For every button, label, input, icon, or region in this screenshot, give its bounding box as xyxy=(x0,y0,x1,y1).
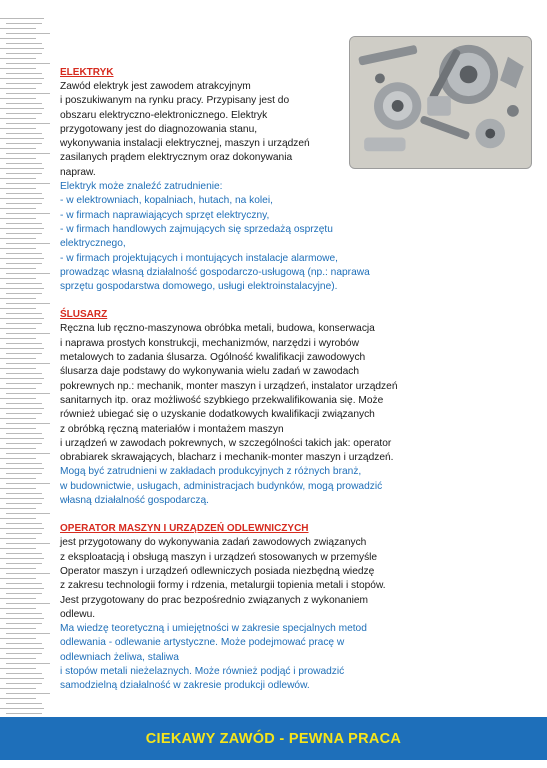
body-line: obszaru elektryczno-elektronicznego. Elektryk xyxy=(60,109,268,121)
decorative-line xyxy=(0,58,36,59)
main-content xyxy=(60,66,540,708)
body-line: zasilanych prądem elektrycznym oraz dokonywania xyxy=(60,152,293,164)
blue-line: prowadząc własną działalność gospodarczo-usługową (np.: naprawa xyxy=(60,266,370,278)
decorative-line xyxy=(0,648,44,649)
body-line: i urządzeń w zawodach pokrewnych, w szczególności takich jak: operator xyxy=(60,437,392,449)
decorative-line xyxy=(0,168,44,169)
decorative-line xyxy=(0,248,36,249)
decorative-line xyxy=(6,403,42,404)
body-line: napraw. xyxy=(60,166,96,178)
decorative-line xyxy=(6,603,50,604)
decorative-line xyxy=(0,68,36,69)
decorative-line xyxy=(6,203,42,204)
decorative-line xyxy=(6,173,42,174)
decorative-line xyxy=(0,558,44,559)
blue-line: samodzielną działalność w zakresie produkcji odlewów. xyxy=(60,680,310,692)
decorative-line xyxy=(0,278,36,279)
left-decorative-lines xyxy=(0,18,48,718)
decorative-line xyxy=(6,163,42,164)
body-line: Ręczna lub ręczno-maszynowa obróbka metali, budowa, konserwacja xyxy=(60,323,375,335)
decorative-line xyxy=(6,43,42,44)
decorative-line xyxy=(0,268,36,269)
decorative-line xyxy=(0,628,36,629)
decorative-line xyxy=(0,358,36,359)
decorative-line xyxy=(0,38,36,39)
decorative-line xyxy=(0,498,44,499)
decorative-line xyxy=(0,698,36,699)
decorative-line xyxy=(0,668,36,669)
footer-slogan: CIEKAWY ZAWÓD - PEWNA PRACA xyxy=(145,730,402,747)
decorative-line xyxy=(0,78,44,79)
decorative-line xyxy=(6,83,42,84)
decorative-line xyxy=(6,683,42,684)
decorative-line xyxy=(0,678,44,679)
body-line: i poszukiwanym na rynku pracy. Przypisany jest do xyxy=(60,95,290,107)
blue-line: - w firmach handlowych zajmujących się sprzedażą osprzętu xyxy=(60,223,333,235)
decorative-line xyxy=(0,458,36,459)
body-line: pokrewnych np.: mechanik, monter maszyn i urządzeń, instalator urządzeń xyxy=(60,380,398,392)
decorative-line xyxy=(6,473,42,474)
decorative-line xyxy=(6,213,50,214)
decorative-line xyxy=(6,63,50,64)
decorative-line xyxy=(6,323,42,324)
body-line: odlewu. xyxy=(60,608,96,620)
decorative-line xyxy=(0,488,36,489)
body-line: jest przygotowany do wykonywania zadań zawodowych związanych xyxy=(60,537,367,549)
body-line: z obróbką ręczną materiałów i montażem maszyn xyxy=(60,423,284,435)
decorative-line xyxy=(6,493,42,494)
decorative-line xyxy=(0,318,44,319)
decorative-line xyxy=(0,528,44,529)
body-line: Operator maszyn i urządzeń odlewniczych posiada niezbędną wiedzę xyxy=(60,565,375,577)
decorative-line xyxy=(0,218,36,219)
decorative-line xyxy=(6,663,50,664)
decorative-line xyxy=(6,533,42,534)
decorative-line xyxy=(6,553,42,554)
decorative-line xyxy=(6,583,42,584)
body-line: sanitarnych itp. oraz możliwość szybkiego przekwalifikowania się. Może xyxy=(60,394,384,406)
blue-line: - w firmach naprawiających sprzęt elektryczny, xyxy=(60,209,270,221)
decorative-line xyxy=(0,178,36,179)
decorative-line xyxy=(6,153,50,154)
body-line: Jest przygotowany do prac bezpośrednio związanych z wykonaniem xyxy=(60,594,369,606)
decorative-line xyxy=(0,448,36,449)
decorative-line xyxy=(6,463,42,464)
body-line: przygotowany jest do diagnozowania stanu, xyxy=(60,123,258,135)
decorative-line xyxy=(6,363,50,364)
decorative-line xyxy=(6,253,42,254)
decorative-line xyxy=(0,468,44,469)
decorative-line xyxy=(0,388,36,389)
decorative-line xyxy=(6,633,50,634)
decorative-line xyxy=(6,623,42,624)
decorative-line xyxy=(0,518,36,519)
decorative-line xyxy=(6,133,42,134)
decorative-line xyxy=(6,93,50,94)
blue-line: elektrycznego, xyxy=(60,238,126,250)
decorative-line xyxy=(6,283,42,284)
decorative-line xyxy=(0,48,44,49)
decorative-line xyxy=(6,243,50,244)
blue-line: Mogą być zatrudnieni w zakładach produkcyjnych z różnych branż, xyxy=(60,466,362,478)
decorative-line xyxy=(0,598,36,599)
blue-line: - w elektrowniach, kopalniach, hutach, na kolei, xyxy=(60,195,273,207)
body-line: ślusarza daje podstawy do wykonywania wielu zadań w zawodach xyxy=(60,366,359,378)
section-operator xyxy=(60,522,540,693)
decorative-line xyxy=(6,23,42,24)
decorative-line xyxy=(6,713,42,714)
decorative-line xyxy=(6,643,42,644)
decorative-line xyxy=(0,568,36,569)
decorative-line xyxy=(0,588,44,589)
decorative-line xyxy=(0,658,36,659)
decorative-line xyxy=(6,563,42,564)
decorative-line xyxy=(0,548,36,549)
decorative-line xyxy=(0,338,36,339)
blue-line: i stopów metali nieżelaznych. Może również podjąć i prowadzić xyxy=(60,665,345,677)
blue-line: odlewania - odlewanie artystyczne. Może podejmować pracę w xyxy=(60,637,345,649)
decorative-line xyxy=(6,593,42,594)
decorative-line xyxy=(0,478,36,479)
section-heading: ELEKTRYK xyxy=(60,67,114,78)
decorative-line xyxy=(6,573,50,574)
decorative-line xyxy=(6,433,42,434)
body-line: obrabiarek skrawających, blacharz i mechanik-monter maszyn i urządzeń. xyxy=(60,452,394,464)
decorative-line xyxy=(0,88,36,89)
decorative-line xyxy=(0,158,36,159)
decorative-line xyxy=(6,103,42,104)
footer-banner xyxy=(0,717,547,760)
decorative-line xyxy=(6,503,42,504)
decorative-line xyxy=(6,223,42,224)
decorative-line xyxy=(6,143,42,144)
decorative-line xyxy=(6,313,42,314)
decorative-line xyxy=(0,198,44,199)
decorative-line xyxy=(6,113,42,114)
decorative-line xyxy=(0,108,44,109)
decorative-line xyxy=(6,513,50,514)
decorative-line xyxy=(0,508,36,509)
decorative-line xyxy=(0,28,36,29)
decorative-line xyxy=(0,688,36,689)
decorative-line xyxy=(0,228,44,229)
decorative-line xyxy=(6,183,50,184)
decorative-line xyxy=(6,303,50,304)
decorative-line xyxy=(6,483,50,484)
decorative-line xyxy=(0,118,36,119)
decorative-line xyxy=(6,393,50,394)
decorative-line xyxy=(6,443,42,444)
section-slusarz xyxy=(60,308,540,508)
decorative-line xyxy=(0,368,36,369)
decorative-line xyxy=(6,193,42,194)
body-line: wykonywania instalacji elektrycznej, maszyn i urządzeń xyxy=(60,138,310,150)
decorative-line xyxy=(0,398,36,399)
decorative-line xyxy=(6,543,50,544)
decorative-line xyxy=(0,708,44,709)
section-heading: ŚLUSARZ xyxy=(60,309,108,321)
decorative-line xyxy=(6,703,42,704)
section-heading: OPERATOR MASZYN I URZĄDZEŃ ODLEWNICZYCH xyxy=(60,523,309,535)
decorative-line xyxy=(6,613,42,614)
decorative-line xyxy=(0,418,36,419)
blue-line: własną działalność gospodarczą. xyxy=(60,495,209,507)
decorative-line xyxy=(0,258,44,259)
section-elektryk xyxy=(60,66,540,294)
decorative-line xyxy=(6,373,42,374)
decorative-line xyxy=(6,263,42,264)
decorative-line xyxy=(0,578,36,579)
blue-line: sprzętu gospodarstwa domowego, usługi elektroinstalacyjne). xyxy=(60,281,338,293)
decorative-line xyxy=(0,18,44,19)
decorative-line xyxy=(0,618,44,619)
decorative-line xyxy=(0,188,36,189)
decorative-line xyxy=(0,98,36,99)
decorative-line xyxy=(0,538,36,539)
decorative-line xyxy=(0,438,44,439)
body-line: z eksploatacją i obsługą maszyn i urządzeń stosowanych w przemyśle xyxy=(60,551,378,563)
body-line: i naprawa prostych konstrukcji, mechanizmów, narzędzi i wyrobów xyxy=(60,337,359,349)
decorative-line xyxy=(0,138,44,139)
decorative-line xyxy=(6,353,42,354)
decorative-line xyxy=(6,273,50,274)
decorative-line xyxy=(6,233,42,234)
decorative-line xyxy=(6,293,42,294)
blue-line: Ma wiedzę teoretyczną i umiejętności w zakresie specjalnych metod xyxy=(60,623,367,635)
decorative-line xyxy=(0,288,44,289)
decorative-line xyxy=(0,148,36,149)
decorative-line xyxy=(0,408,44,409)
decorative-line xyxy=(6,333,50,334)
blue-line: w budownictwie, usługach, administracjach budynków, mogą prowadzić xyxy=(60,480,383,492)
decorative-line xyxy=(0,208,36,209)
decorative-line xyxy=(0,348,44,349)
decorative-line xyxy=(6,653,42,654)
decorative-line xyxy=(6,453,50,454)
decorative-line xyxy=(0,308,36,309)
body-line: metalowych to zadania ślusarza. Ogólność kwalifikacji zawodowych xyxy=(60,352,366,364)
decorative-line xyxy=(6,423,50,424)
body-line: również ubiegać się o uzyskanie dodatkowych kwalifikacji związanych xyxy=(60,409,375,421)
decorative-line xyxy=(6,383,42,384)
decorative-line xyxy=(0,298,36,299)
decorative-line xyxy=(6,413,42,414)
decorative-line xyxy=(6,523,42,524)
decorative-line xyxy=(0,428,36,429)
blue-line: Elektryk może znaleźć zatrudnienie: xyxy=(60,181,223,193)
decorative-line xyxy=(0,328,36,329)
blue-line: odlewniach żeliwa, staliwa xyxy=(60,651,179,663)
decorative-line xyxy=(6,53,42,54)
decorative-line xyxy=(6,73,42,74)
body-line: Zawód elektryk jest zawodem atrakcyjnym xyxy=(60,81,251,92)
decorative-line xyxy=(6,123,50,124)
decorative-line xyxy=(0,128,36,129)
decorative-line xyxy=(0,378,44,379)
decorative-line xyxy=(6,33,50,34)
decorative-line xyxy=(6,693,50,694)
decorative-line xyxy=(0,238,36,239)
decorative-line xyxy=(0,638,36,639)
body-line: z zakresu technologii formy i rdzenia, metalurgii topienia metali i stopów. xyxy=(60,580,386,592)
decorative-line xyxy=(6,343,42,344)
blue-line: - w firmach projektujących i montujących instalacje alarmowe, xyxy=(60,252,338,264)
decorative-line xyxy=(0,608,36,609)
decorative-line xyxy=(6,673,42,674)
